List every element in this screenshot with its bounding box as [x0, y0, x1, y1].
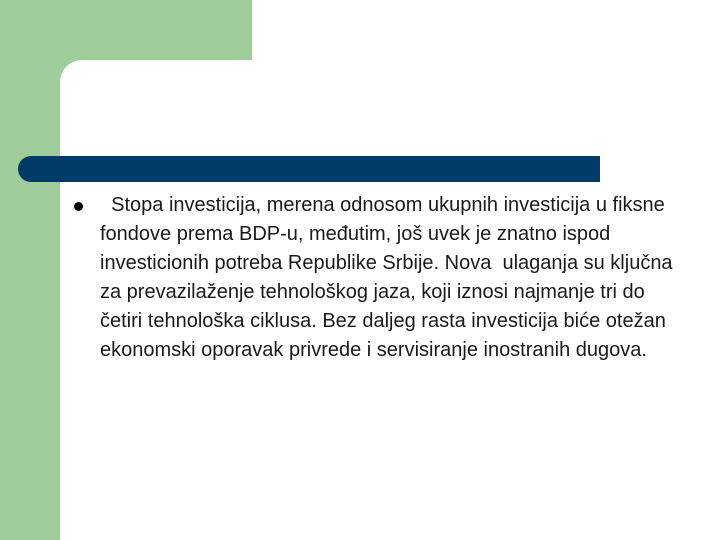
green-frame-left — [0, 0, 60, 540]
content-area-corner — [60, 60, 100, 100]
green-frame-top — [0, 0, 252, 60]
bullet-text: Stopa investicija, merena odnosom ukupnih investicija u fiksne fondove prema BDP-u, međutim, još uvek je znatno ispod investicionih potreba Republike Srbije. Nova ulaganja su ključna za prevazilaženje tehnološkog jaza, koji iznosi najmanje tri do četiri tehnološka ciklusa. Bez daljeg rasta investicija biće otežan ekonomski oporavak privrede i servisiranje inostranih dugova. — [100, 194, 679, 361]
bullet-dot-icon — [74, 202, 83, 211]
title-bar — [18, 156, 600, 182]
